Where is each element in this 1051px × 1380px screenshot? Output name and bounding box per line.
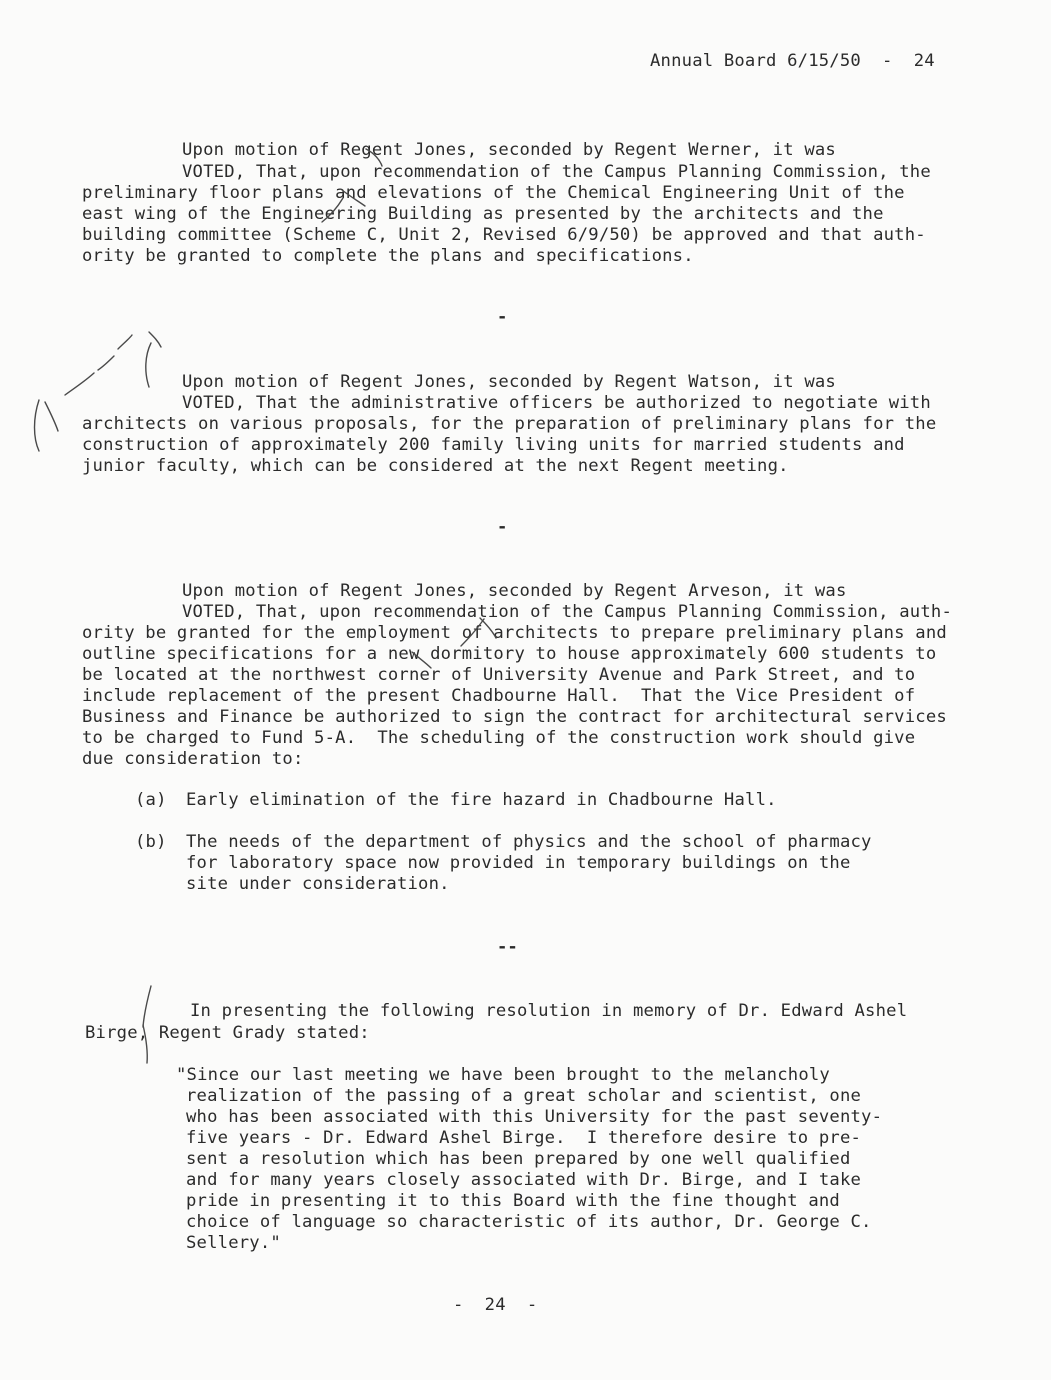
quote-line: realization of the passing of a great scholar and scientist, one [186, 1086, 862, 1106]
page-header: Annual Board 6/15/50 - 24 [650, 51, 935, 71]
paragraph-line: construction of approximately 200 family living units for married students and [82, 435, 905, 455]
section-separator: -- [497, 937, 518, 957]
quote-line: sent a resolution which has been prepared by one well qualified [186, 1149, 851, 1169]
quote-line: "Since our last meeting we have been brought to the melancholy [176, 1065, 830, 1085]
paragraph-line: ority be granted for the employment of architects to prepare preliminary plans and [82, 623, 947, 643]
section-separator: - [497, 307, 508, 327]
paragraph-line: due consideration to: [82, 749, 304, 769]
check-mark-icon [143, 986, 151, 1027]
paragraph-line: VOTED, That, upon recommendation of the Campus Planning Commission, auth- [182, 602, 952, 622]
paragraph-line: building committee (Scheme C, Unit 2, Revised 6/9/50) be approved and that auth- [82, 225, 926, 245]
paragraph-line: In presenting the following resolution in memory of Dr. Edward Ashel [190, 1001, 908, 1021]
quote-line: and for many years closely associated with Dr. Birge, and I take [186, 1170, 862, 1190]
quote-line: choice of language so characteristic of its author, Dr. George C. [186, 1212, 872, 1232]
paragraph-line: Upon motion of Regent Jones, seconded by Regent Arveson, it was [182, 581, 847, 601]
paragraph-line: VOTED, That the administrative officers be authorized to negotiate with [182, 393, 931, 413]
list-marker: (a) [135, 790, 167, 810]
paragraph-line: to be charged to Fund 5-A. The scheduling of the construction work should give [82, 728, 916, 748]
page-footer: - 24 - [453, 1295, 538, 1315]
paragraph-line: Business and Finance be authorized to sign the contract for architectural services [82, 707, 947, 727]
margin-note-icon [65, 373, 94, 395]
check-mark-icon [149, 332, 161, 347]
paragraph-line: be located at the northwest corner of University Avenue and Park Street, and to [82, 665, 916, 685]
paragraph-line: Upon motion of Regent Jones, seconded by Regent Werner, it was [182, 140, 836, 160]
list-item-text: for laboratory space now provided in temporary buildings on the [186, 853, 851, 873]
paragraph-line: junior faculty, which can be considered at the next Regent meeting. [82, 456, 789, 476]
quote-line: five years - Dr. Edward Ashel Birge. I therefore desire to pre- [186, 1128, 862, 1148]
list-item-text: Early elimination of the fire hazard in Chadbourne Hall. [186, 790, 777, 810]
paragraph-line: ority be granted to complete the plans and specifications. [82, 246, 694, 266]
margin-note-icon [45, 402, 58, 431]
quote-line: pride in presenting it to this Board with the fine thought and [186, 1191, 840, 1211]
paragraph-line: include replacement of the present Chadbourne Hall. That the Vice President of [82, 686, 916, 706]
paragraph-line: VOTED, That, upon recommendation of the Campus Planning Commission, the [182, 162, 931, 182]
quote-line: who has been associated with this University for the past seventy- [186, 1107, 883, 1127]
paragraph-line: preliminary floor plans and elevations of the Chemical Engineering Unit of the [82, 183, 905, 203]
paragraph-line: Birge, Regent Grady stated: [85, 1023, 370, 1043]
paragraph-line: outline specifications for a new dormitory to house approximately 600 students to [82, 644, 937, 664]
paragraph-line: Upon motion of Regent Jones, seconded by Regent Watson, it was [182, 372, 836, 392]
paragraph-line: east wing of the Engineering Building as presented by the architects and the [82, 204, 884, 224]
check-mark-icon [146, 343, 151, 387]
margin-note-icon [98, 356, 114, 370]
section-separator: - [497, 517, 508, 537]
margin-note-icon [35, 400, 40, 451]
list-item-text: site under consideration. [186, 874, 450, 894]
list-marker: (b) [135, 832, 167, 852]
quote-line: Sellery." [186, 1233, 281, 1253]
margin-note-icon [118, 335, 132, 349]
list-item-text: The needs of the department of physics and the school of pharmacy [186, 832, 872, 852]
paragraph-line: architects on various proposals, for the preparation of preliminary plans for the [82, 414, 937, 434]
